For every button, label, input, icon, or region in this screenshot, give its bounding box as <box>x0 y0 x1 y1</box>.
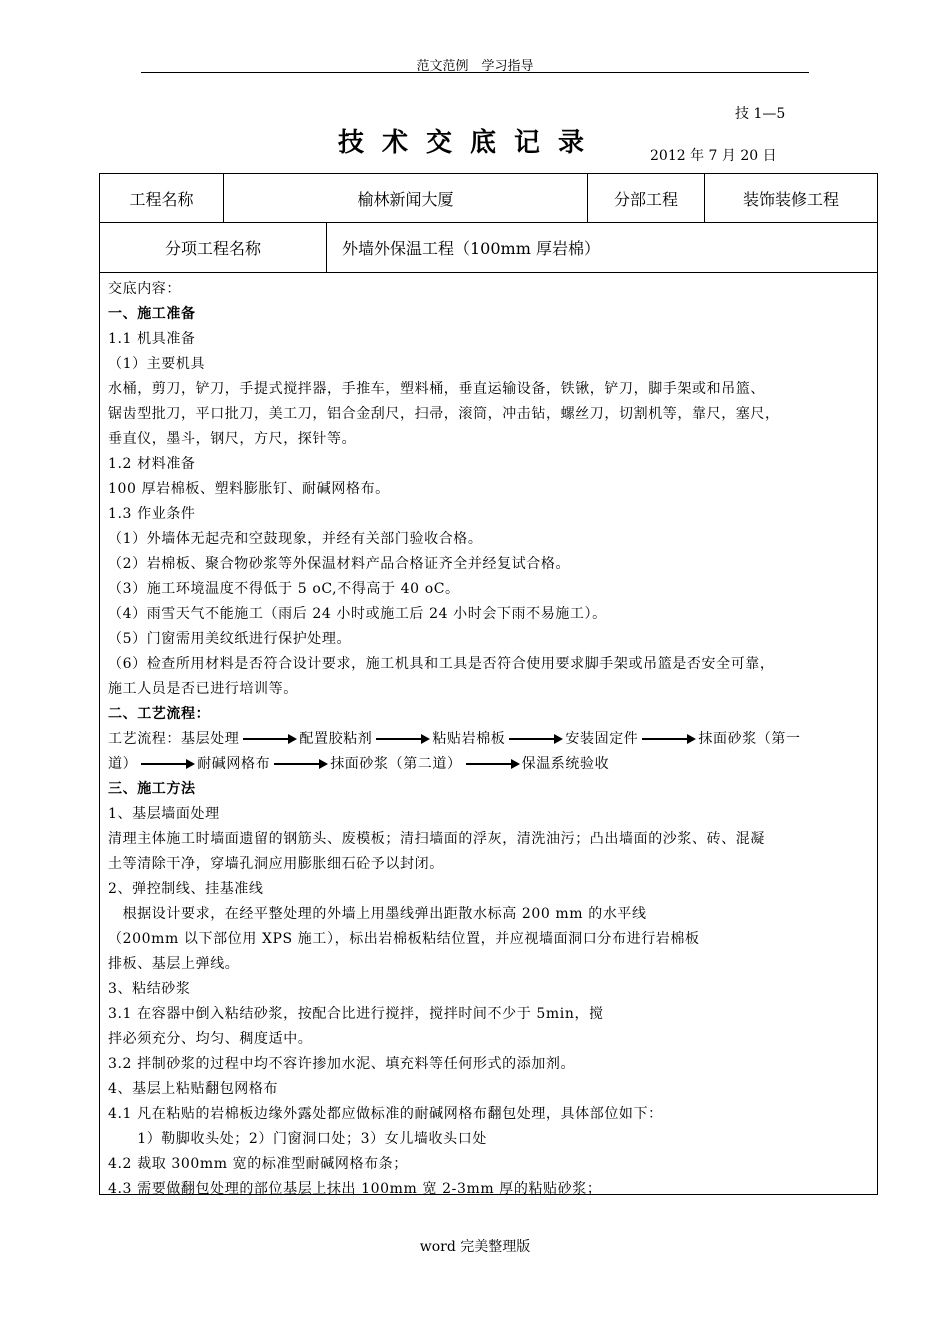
content-line: （1）主要机具 <box>108 356 206 372</box>
page-footer: word 完美整理版 <box>419 1239 531 1255</box>
arrow-right-icon <box>376 738 428 740</box>
content-line: （1）外墙体无起壳和空鼓现象，并经有关部门验收合格。 <box>108 531 483 547</box>
header-divider <box>141 72 809 73</box>
arrow-right-icon <box>274 763 326 765</box>
flow-step: 道） <box>108 756 138 772</box>
content-line: （200mm 以下部位用 XPS 施工），标出岩棉板粘结位置，并应视墙面洞口分布进行岩棉板 <box>108 931 700 947</box>
doc-date: 2012 年 7 月 20 日 <box>650 148 777 164</box>
content-line: 1.1 机具准备 <box>108 331 196 347</box>
content-line: 1.2 材料准备 <box>108 456 196 472</box>
flow-step: 抹面砂浆（第二道） <box>330 756 462 772</box>
content-line: 4.2 裁取 300mm 宽的标准型耐碱网格布条； <box>108 1156 408 1172</box>
section-heading: 一、施工准备 <box>108 306 196 322</box>
table-row-divider <box>99 272 878 273</box>
content-line: 垂直仪，墨斗，钢尺，方尺，探针等。 <box>108 431 357 447</box>
content-line: 排板、基层上弹线。 <box>108 956 240 972</box>
content-line: （4）雨雪天气不能施工（雨后 24 小时或施工后 24 小时会下雨不易施工）。 <box>108 606 607 622</box>
content-line: 清理主体施工时墙面遗留的钢筋头、废模板；清扫墙面的浮灰，清洗油污；凸出墙面的沙浆、砖、混凝 <box>108 831 765 847</box>
content-line: 拌必须充分、均匀、稠度适中。 <box>108 1031 313 1047</box>
content-line: 3、粘结砂浆 <box>108 981 191 997</box>
content-line: （3）施工环境温度不得低于 5 oC,不得高于 40 oC。 <box>108 581 460 597</box>
subitem-value: 外墙外保温工程（100mm 厚岩棉） <box>342 239 600 258</box>
arrow-right-icon <box>141 763 193 765</box>
project-name-label: 工程名称 <box>129 189 194 209</box>
content-line: 4.3 需要做翻包处理的部位基层上抹出 100mm 宽 2-3mm 厚的粘贴砂浆； <box>108 1181 602 1197</box>
division-value: 装饰装修工程 <box>742 189 839 209</box>
content-line: 根据设计要求，在经平整处理的外墙上用墨线弹出距散水标高 200 mm 的水平线 <box>108 906 647 922</box>
arrow-right-icon <box>466 763 518 765</box>
content-line: 100 厚岩棉板、塑料膨胀钉、耐碱网格布。 <box>108 481 390 497</box>
content-line: （6）检查所用材料是否符合设计要求，施工机具和工具是否符合使用要求脚手架或吊篮是否安全可靠， <box>108 656 775 672</box>
content-line: 2、弹控制线、挂基准线 <box>108 881 264 897</box>
content-line: 3.2 拌制砂浆的过程中均不容许掺加水泥、填充料等任何形式的添加剂。 <box>108 1056 576 1072</box>
content-line: 施工人员是否已进行培训等。 <box>108 681 298 697</box>
content-line: 4、基层上粘贴翻包网格布 <box>108 1081 279 1097</box>
content-line: （5）门窗需用美纹纸进行保护处理。 <box>108 631 352 647</box>
table-col-divider <box>326 222 327 273</box>
content-line: 1.3 作业条件 <box>108 506 196 522</box>
division-label: 分部工程 <box>613 189 678 209</box>
flow-step: 粘贴岩棉板 <box>432 731 506 747</box>
flow-step: 保温系统验收 <box>521 756 610 772</box>
content-line: 4.1 凡在粘贴的岩棉板边缘外露处都应做标准的耐碱网格布翻包处理，具体部位如下： <box>108 1106 663 1122</box>
disclosure-content <box>108 277 878 1202</box>
subitem-label: 分项工程名称 <box>164 239 261 258</box>
flow-step: 耐碱网格布 <box>197 756 271 772</box>
content-line: 1）勒脚收头处；2）门窗洞口处；3）女儿墙收头口处 <box>108 1131 487 1147</box>
flow-step: 工艺流程：基层处理 <box>108 731 240 747</box>
flow-step: 抹面砂浆（第一 <box>698 731 801 747</box>
project-name-value: 榆林新闻大厦 <box>357 189 454 209</box>
page-header: 范文范例 学习指导 <box>416 59 534 74</box>
flow-step: 配置胶粘剂 <box>299 731 373 747</box>
content-line: 1、基层墙面处理 <box>108 806 220 822</box>
flow-step: 安装固定件 <box>565 731 639 747</box>
arrow-right-icon <box>243 738 295 740</box>
content-line: 锯齿型批刀，平口批刀，美工刀，铝合金刮尺，扫帚，滚筒，冲击钻，螺丝刀，切割机等，靠尺，塞尺， <box>108 406 780 422</box>
doc-code: 技 1—5 <box>735 106 786 122</box>
section-heading: 二、工艺流程： <box>108 706 211 722</box>
content-line: 土等清除干净，穿墙孔洞应用膨胀细石砼予以封闭。 <box>108 856 444 872</box>
content-line: （2）岩棉板、聚合物砂浆等外保温材料产品合格证齐全并经复试合格。 <box>108 556 571 572</box>
arrow-right-icon <box>509 738 561 740</box>
content-line: 3.1 在容器中倒入粘结砂浆，按配合比进行搅拌，搅拌时间不少于 5min，搅 <box>108 1006 604 1022</box>
content-line: 交底内容： <box>108 281 181 297</box>
process-flow-line-2 <box>108 752 878 777</box>
process-flow-line-1 <box>108 727 878 752</box>
arrow-right-icon <box>642 738 694 740</box>
content-line: 水桶，剪刀，铲刀，手提式搅拌器，手推车，塑料桶，垂直运输设备，铁锹，铲刀，脚手架或和吊篮、 <box>108 381 765 397</box>
doc-title: 技术交底记录 <box>337 128 602 158</box>
section-heading: 三、施工方法 <box>108 781 196 797</box>
